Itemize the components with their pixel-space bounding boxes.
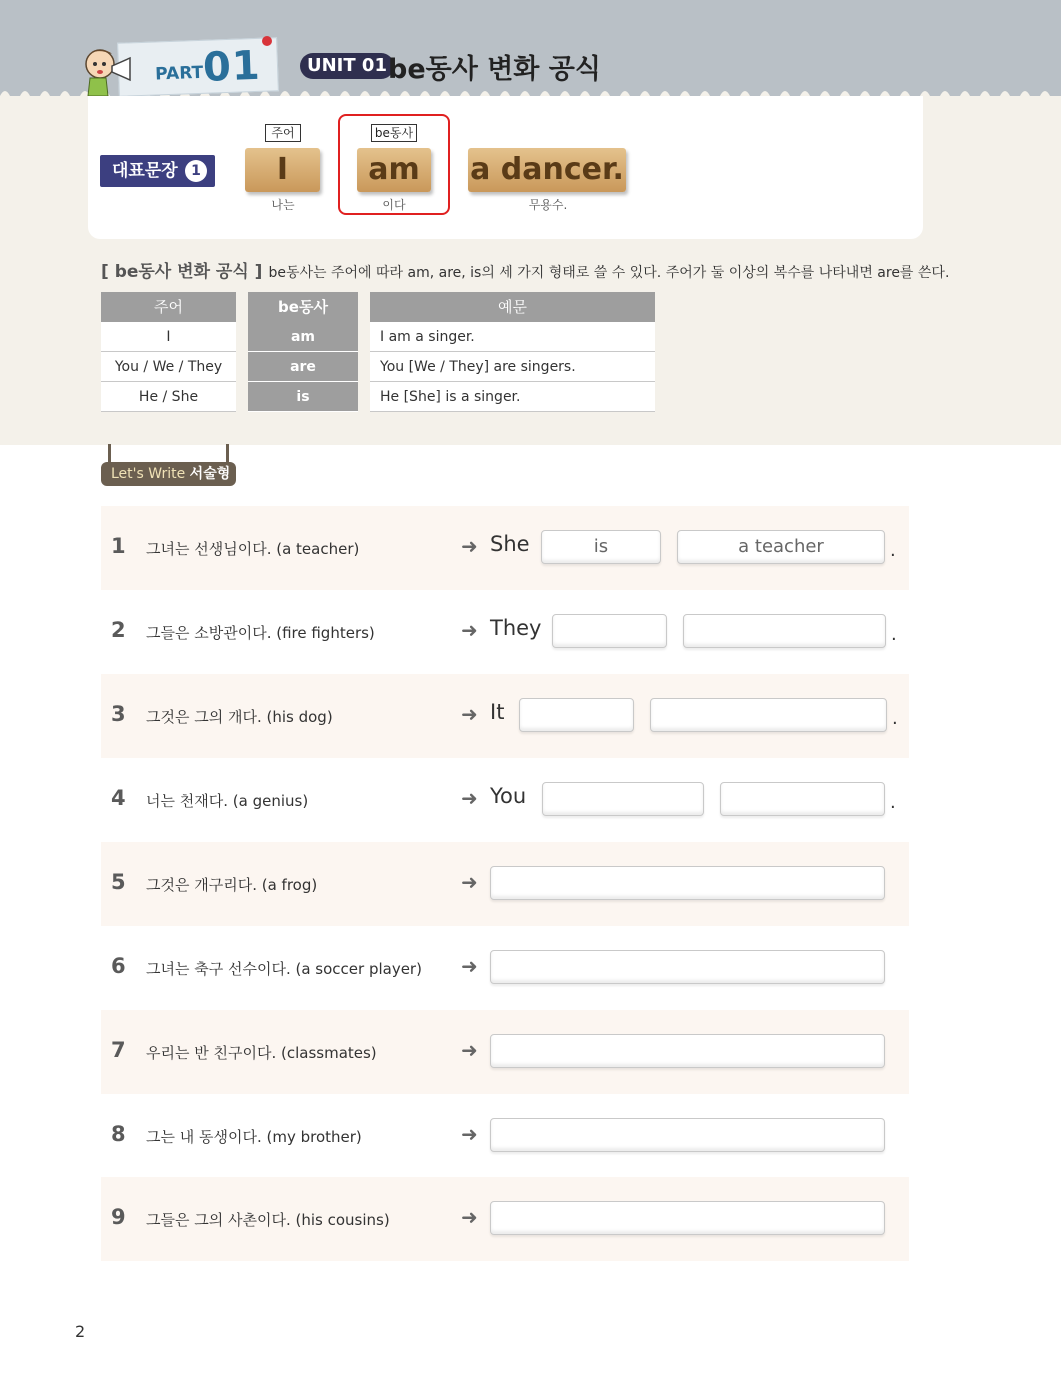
- unit-title: be동사 변화 공식: [388, 54, 601, 85]
- exercise-number: 6: [111, 954, 126, 978]
- exercise-subject: She: [490, 532, 530, 556]
- word-block: am: [357, 148, 431, 192]
- exercise-prompt: 그것은 개구리다. (a frog): [146, 876, 318, 894]
- exercise-number: 8: [111, 1122, 126, 1146]
- exercise-number: 4: [111, 786, 126, 810]
- exercise-subject: You: [490, 784, 527, 808]
- exercise-prompt: 그것은 그의 개다. (his dog): [146, 708, 333, 726]
- exercise-prompt: 그들은 소방관이다. (fire fighters): [146, 624, 375, 642]
- answer-box[interactable]: [683, 614, 886, 648]
- example-badge-number: 1: [185, 160, 207, 182]
- exercise-row: [101, 506, 909, 590]
- answer-box[interactable]: [650, 698, 887, 732]
- table-cell: You / We / They: [101, 352, 236, 382]
- exercise-number: 9: [111, 1205, 126, 1229]
- part-label: PART: [154, 62, 204, 85]
- lets-write-sign: [101, 462, 236, 486]
- exercise-row: [101, 1010, 909, 1094]
- pin-icon: [262, 36, 272, 46]
- exercise-prompt: 그들은 그의 사촌이다. (his cousins): [146, 1211, 390, 1229]
- answer-box[interactable]: [490, 1201, 885, 1235]
- formula-text: [101, 257, 949, 282]
- exercise-row: [101, 842, 909, 926]
- exercise-subject: They: [490, 616, 542, 640]
- exercise-number: 7: [111, 1038, 126, 1062]
- exercise-number: 2: [111, 618, 126, 642]
- exercise-number: 5: [111, 870, 126, 894]
- formula-description: be동사는 주어에 따라 am, are, is의 세 가지 형태로 쓸 수 있다. 주어가 둘 이상의 복수를 나타내면 are를 쓴다.: [268, 265, 950, 281]
- exercise-subject: It: [490, 700, 505, 724]
- exercise-row: [101, 674, 909, 758]
- table-header: be동사: [248, 292, 358, 322]
- arrow-icon: ➜: [461, 1122, 478, 1146]
- page-number: 2: [75, 1322, 86, 1341]
- table-cell: I: [101, 322, 236, 352]
- period-mark: .: [890, 540, 896, 561]
- word-meaning: 이다: [382, 198, 406, 212]
- exercise-row: [101, 1177, 909, 1261]
- word-meaning: 나는: [271, 198, 295, 212]
- table-header: 주어: [101, 292, 236, 322]
- period-mark: .: [891, 624, 897, 645]
- boy-megaphone-icon: [82, 46, 134, 100]
- answer-box[interactable]: a teacher: [677, 530, 885, 564]
- table-cell: am: [248, 322, 358, 352]
- answer-box[interactable]: [519, 698, 634, 732]
- arrow-icon: ➜: [461, 1038, 478, 1062]
- period-mark: .: [892, 708, 898, 729]
- formula-heading: [ be동사 변화 공식 ]: [101, 262, 263, 282]
- answer-box[interactable]: [552, 614, 667, 648]
- word-label: be동사: [371, 124, 417, 142]
- table-cell: I am a singer.: [370, 322, 655, 352]
- answer-box[interactable]: is: [541, 530, 661, 564]
- arrow-icon: ➜: [461, 954, 478, 978]
- answer-box[interactable]: [490, 1034, 885, 1068]
- word-block: I: [245, 148, 320, 192]
- part-number: 01: [202, 42, 262, 91]
- exercise-prompt: 우리는 반 친구이다. (classmates): [146, 1044, 377, 1062]
- exercise-row: [101, 758, 909, 842]
- arrow-icon: ➜: [461, 786, 478, 810]
- table-cell: He [She] is a singer.: [370, 382, 655, 412]
- example-badge-label: 대표문장: [112, 161, 178, 181]
- exercise-number: 3: [111, 702, 126, 726]
- arrow-icon: ➜: [461, 618, 478, 642]
- exercise-prompt: 그는 내 동생이다. (my brother): [146, 1128, 362, 1146]
- exercise-number: 1: [111, 534, 126, 558]
- exercise-prompt: 그녀는 축구 선수이다. (a soccer player): [146, 960, 422, 978]
- exercise-row: [101, 590, 909, 674]
- exercise-prompt: 너는 천재다. (a genius): [146, 792, 309, 810]
- answer-box[interactable]: [720, 782, 885, 816]
- answer-box[interactable]: [490, 1118, 885, 1152]
- answer-box[interactable]: [542, 782, 704, 816]
- table-cell: He / She: [101, 382, 236, 412]
- arrow-icon: ➜: [461, 534, 478, 558]
- example-badge: [100, 155, 215, 187]
- exercise-row: [101, 1094, 909, 1178]
- table-cell: You [We / They] are singers.: [370, 352, 655, 382]
- arrow-icon: ➜: [461, 1205, 478, 1229]
- table-column-example: [370, 292, 655, 412]
- lets-write-label: Let's Write: [111, 466, 186, 482]
- table-column-be: [248, 292, 358, 412]
- answer-box[interactable]: [490, 950, 885, 984]
- part-tag: [117, 37, 279, 97]
- answer-box[interactable]: [490, 866, 885, 900]
- exercise-row: [101, 926, 909, 1010]
- lets-write-type: 서술형: [189, 466, 231, 482]
- table-column-subject: [101, 292, 236, 412]
- arrow-icon: ➜: [461, 702, 478, 726]
- table-header: 예문: [370, 292, 655, 322]
- unit-badge: UNIT 01: [300, 53, 394, 79]
- highlight-box: [338, 114, 450, 215]
- table-cell: are: [248, 352, 358, 382]
- period-mark: .: [890, 792, 896, 813]
- word-meaning: 무용수.: [528, 198, 568, 212]
- exercise-prompt: 그녀는 선생님이다. (a teacher): [146, 540, 360, 558]
- word-block: a dancer.: [468, 148, 626, 192]
- word-label: 주어: [265, 124, 301, 142]
- table-cell: is: [248, 382, 358, 412]
- arrow-icon: ➜: [461, 870, 478, 894]
